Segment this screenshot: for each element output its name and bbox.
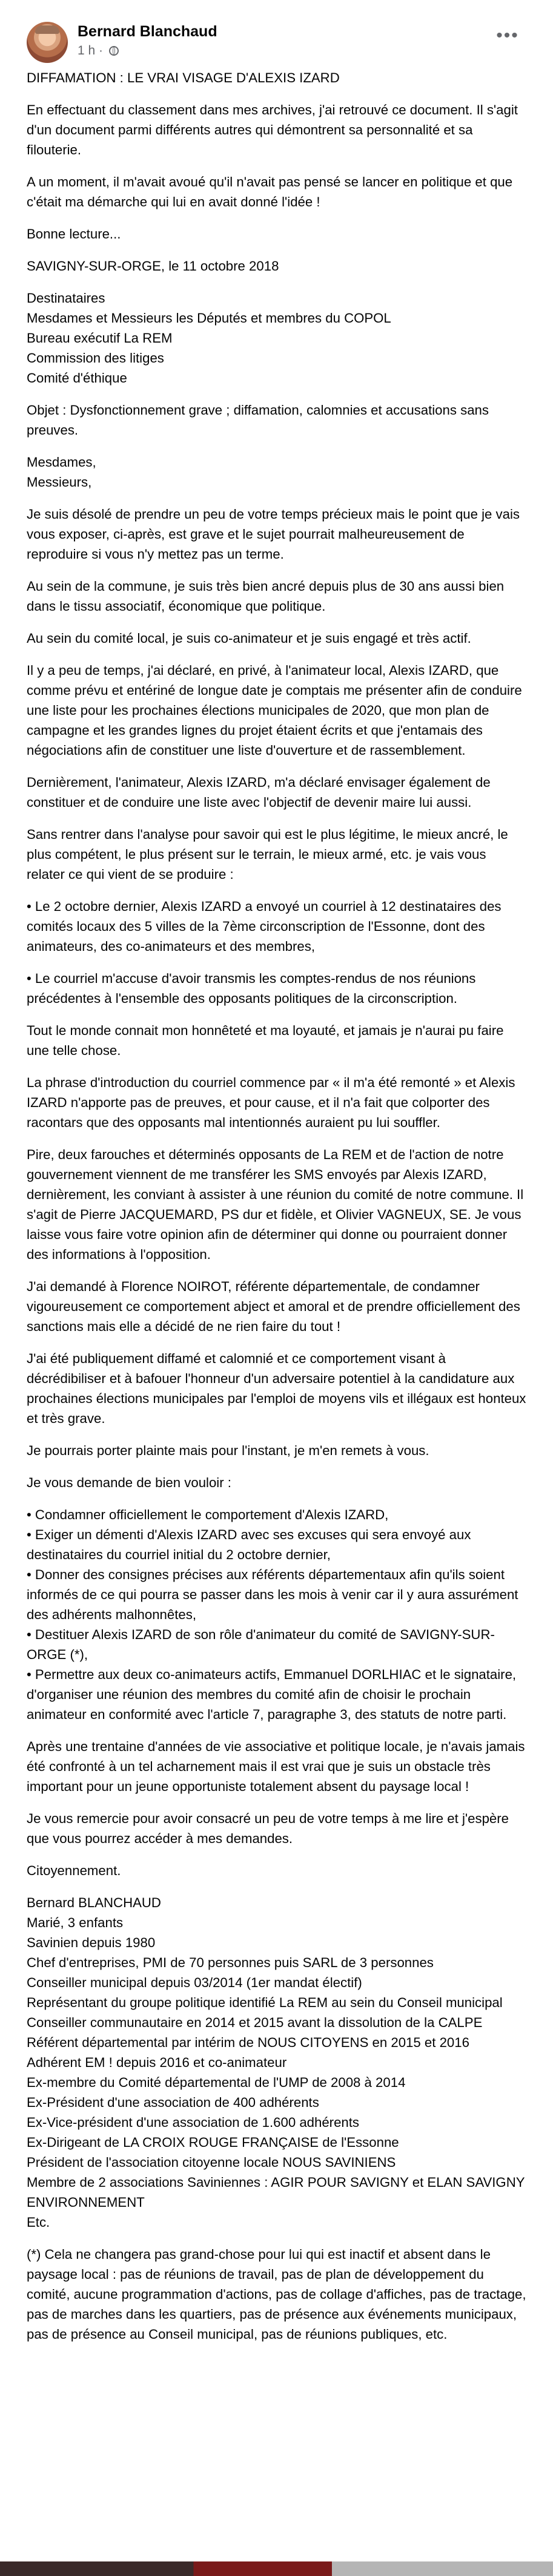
post-paragraph: DIFFAMATION : LE VRAI VISAGE D'ALEXIS IZARD [27,70,340,85]
post-body [27,68,527,2356]
post-paragraph: • Le courriel m'accuse d'avoir transmis les comptes-rendus de nos réunions précédentes à l'ensemble des opposants politiques de la circonscription. [27,971,476,1006]
post-paragraph: Après une trentaine d'années de vie associative et politique locale, je n'avais jamais été confronté à un tel acharnement mais il est vrai que je suis un obstacle très important pour un jeune opportuniste totalement absent du paysage local ! [27,1739,525,1794]
post-paragraph: Au sein de la commune, je suis très bien ancré depuis plus de 30 ans aussi bien dans le tissu associatif, économique que politique. [27,579,505,614]
post-paragraph: Sans rentrer dans l'analyse pour savoir qui est le plus légitime, le mieux ancré, le plus compétent, le plus présent sur le terrain, le mieux armé, etc. je vais vous relater ce qui vient de se produire : [27,827,508,882]
post-header [0,0,553,67]
post-paragraph: Citoyennement. [27,1863,121,1878]
globe-icon [109,46,119,56]
post-paragraph: • Condamner officiellement le comportement d'Alexis IZARD, • Exiger un démenti d'Alexis IZARD avec ses excuses qui sera envoyé aux destinataires du courriel initial du 2 octobre dernier, • Donner des consignes précises aux référents départementaux afin qu'ils soient informés de ce qui pourra se passer dans les mois à venir car il y aura assurément des adhérents malhonnêtes, • Destituer Alexis IZARD de son rôle d'animateur du comité de SAVIGNY-SUR-ORGE (*), • Permettre aux deux co-animateurs actifs, Emmanuel DORLHIAC et le signataire, d'organiser une réunion des membres du comité afin de choisir le prochain animateur en conformité avec l'article 7, paragraphe 3, des statuts de notre parti. [27,1507,518,1722]
avatar-hair [35,25,59,34]
more-options-button[interactable]: ••• [496,25,519,45]
author-avatar[interactable] [27,22,68,63]
post-paragraph: SAVIGNY-SUR-ORGE, le 11 octobre 2018 [27,258,279,274]
author-name[interactable]: Bernard Blanchaud [78,23,217,40]
post-meta [78,44,119,58]
post-paragraph: En effectuant du classement dans mes archives, j'ai retrouvé ce document. Il s'agit d'un document parmi différents autres qui démontrent sa personnalité et sa filouterie. [27,102,518,157]
post-paragraph: Au sein du comité local, je suis co-animateur et je suis engagé et très actif. [27,631,471,646]
post-paragraph: Mesdames, Messieurs, [27,455,96,490]
post-paragraph: Je vous remercie pour avoir consacré un peu de votre temps à me lire et j'espère que vous pourrez accéder à mes demandes. [27,1811,509,1846]
post-paragraph: Je vous demande de bien vouloir : [27,1475,231,1490]
post-paragraph: Bonne lecture... [27,226,121,242]
post-paragraph: Pire, deux farouches et déterminés opposants de La REM et de l'action de notre gouvernement viennent de me transférer les SMS envoyés par Alexis IZARD, dernièrement, les conviant à assister à une réunion du comité de notre commune. Il s'agit de Pierre JACQUEMARD, PS dur et fidèle, et Olivier VAGNEUX, SE. Je vous laisse vous faire votre opinion afin de déterminer qui donne ou pourraient donner des informations à l'opposition. [27,1147,524,1262]
post-paragraph: Je pourrais porter plainte mais pour l'instant, je m'en remets à vous. [27,1443,429,1458]
post-paragraph: Il y a peu de temps, j'ai déclaré, en privé, à l'animateur local, Alexis IZARD, que comme prévu et entériné de longue date je comptais me présenter afin de conduire une liste pour les prochaines élections municipales de 2020, que mon plan de campagne et les grandes lignes du projet étaient écrits et que j'entamais des négociations afin de constituer une liste d'ouverture et de rassemblement. [27,663,522,758]
post-paragraph: J'ai demandé à Florence NOIROT, référente départementale, de condamner vigoureusement ce comportement abject et amoral et de prendre officiellement des sanctions mais elle a décidé de ne rien faire du tout ! [27,1279,520,1334]
post-paragraph: Je suis désolé de prendre un peu de votre temps précieux mais le point que je vais vous exposer, ci-après, est grave et le sujet pourrait malheureusement de reproduire si vous n'y mettez pas un terme. [27,507,520,562]
post-paragraph: Objet : Dysfonctionnement grave ; diffamation, calomnies et accusations sans preuves. [27,402,489,438]
post-paragraph: Destinataires Mesdames et Messieurs les Députés et membres du COPOL Bureau exécutif La REM Commission des litiges Comité d'éthique [27,291,391,386]
post-paragraph: (*) Cela ne changera pas grand-chose pour lui qui est inactif et absent dans le paysage local : pas de réunions de travail, pas de plan de développement du comité, aucune programmation d'actions, pas de collage d'affiches, pas de tractage, pas de marches dans les quartiers, pas de présence aux événements municipaux, pas de présence au Conseil municipal, pas de réunions publiques, etc. [27,2247,526,2342]
meta-separator: · [99,44,104,58]
post-paragraph: Tout le monde connait mon honnêteté et ma loyauté, et jamais je n'aurai pu faire une telle chose. [27,1023,504,1058]
post-time[interactable]: 1 h [78,44,96,58]
post-paragraph: J'ai été publiquement diffamé et calomnié et ce comportement visant à décrédibiliser et à bafouer l'honneur d'un adversaire potentiel à la candidature aux prochaines élections municipales par l'emploi de moyens vils et illégaux est honteux et très grave. [27,1351,526,1426]
next-post-preview [0,2561,553,2576]
post-paragraph: Bernard BLANCHAUD Marié, 3 enfants Savinien depuis 1980 Chef d'entreprises, PMI de 70 personnes puis SARL de 3 personnes Conseiller municipal depuis 03/2014 (1er mandat électif) Représentant du groupe politique identifié La REM au sein du Conseil municipal Conseiller communautaire en 2014 et 2015 avant la dissolution de la CALPE Référent départemental par intérim de NOUS CITOYENS en 2015 et 2016 Adhérent EM ! depuis 2016 et co-animateur Ex-membre du Comité départemental de l'UMP de 2008 à 2014 Ex-Président d'une association de 400 adhérents Ex-Vice-président d'une association de 1.600 adhérents Ex-Dirigeant de LA CROIX ROUGE FRANÇAISE de l'Essonne Président de l'association citoyenne locale NOUS SAVINIENS Membre de 2 associations Saviniennes : AGIR POUR SAVIGNY et ELAN SAVIGNY ENVIRONNEMENT Etc. [27,1895,525,2230]
post-paragraph: Dernièrement, l'animateur, Alexis IZARD, m'a déclaré envisager également de constituer et de conduire une liste avec l'objectif de devenir maire lui aussi. [27,775,491,810]
post-paragraph: La phrase d'introduction du courriel commence par « il m'a été remonté » et Alexis IZARD n'apporte pas de preuves, et pour cause, et il n'a fait que colporter des racontars que des opposants mal intentionnés auraient pu lui souffler. [27,1075,515,1130]
post-paragraph: A un moment, il m'avait avoué qu'il n'avait pas pensé se lancer en politique et que c'était ma démarche qui lui en avait donné l'idée ! [27,174,513,209]
post-paragraph: • Le 2 octobre dernier, Alexis IZARD a envoyé un courriel à 12 destinataires des comités locaux des 5 villes de la 7ème circonscription de l'Essonne, dont des animateurs, des co-animateurs et des membres, [27,899,502,954]
